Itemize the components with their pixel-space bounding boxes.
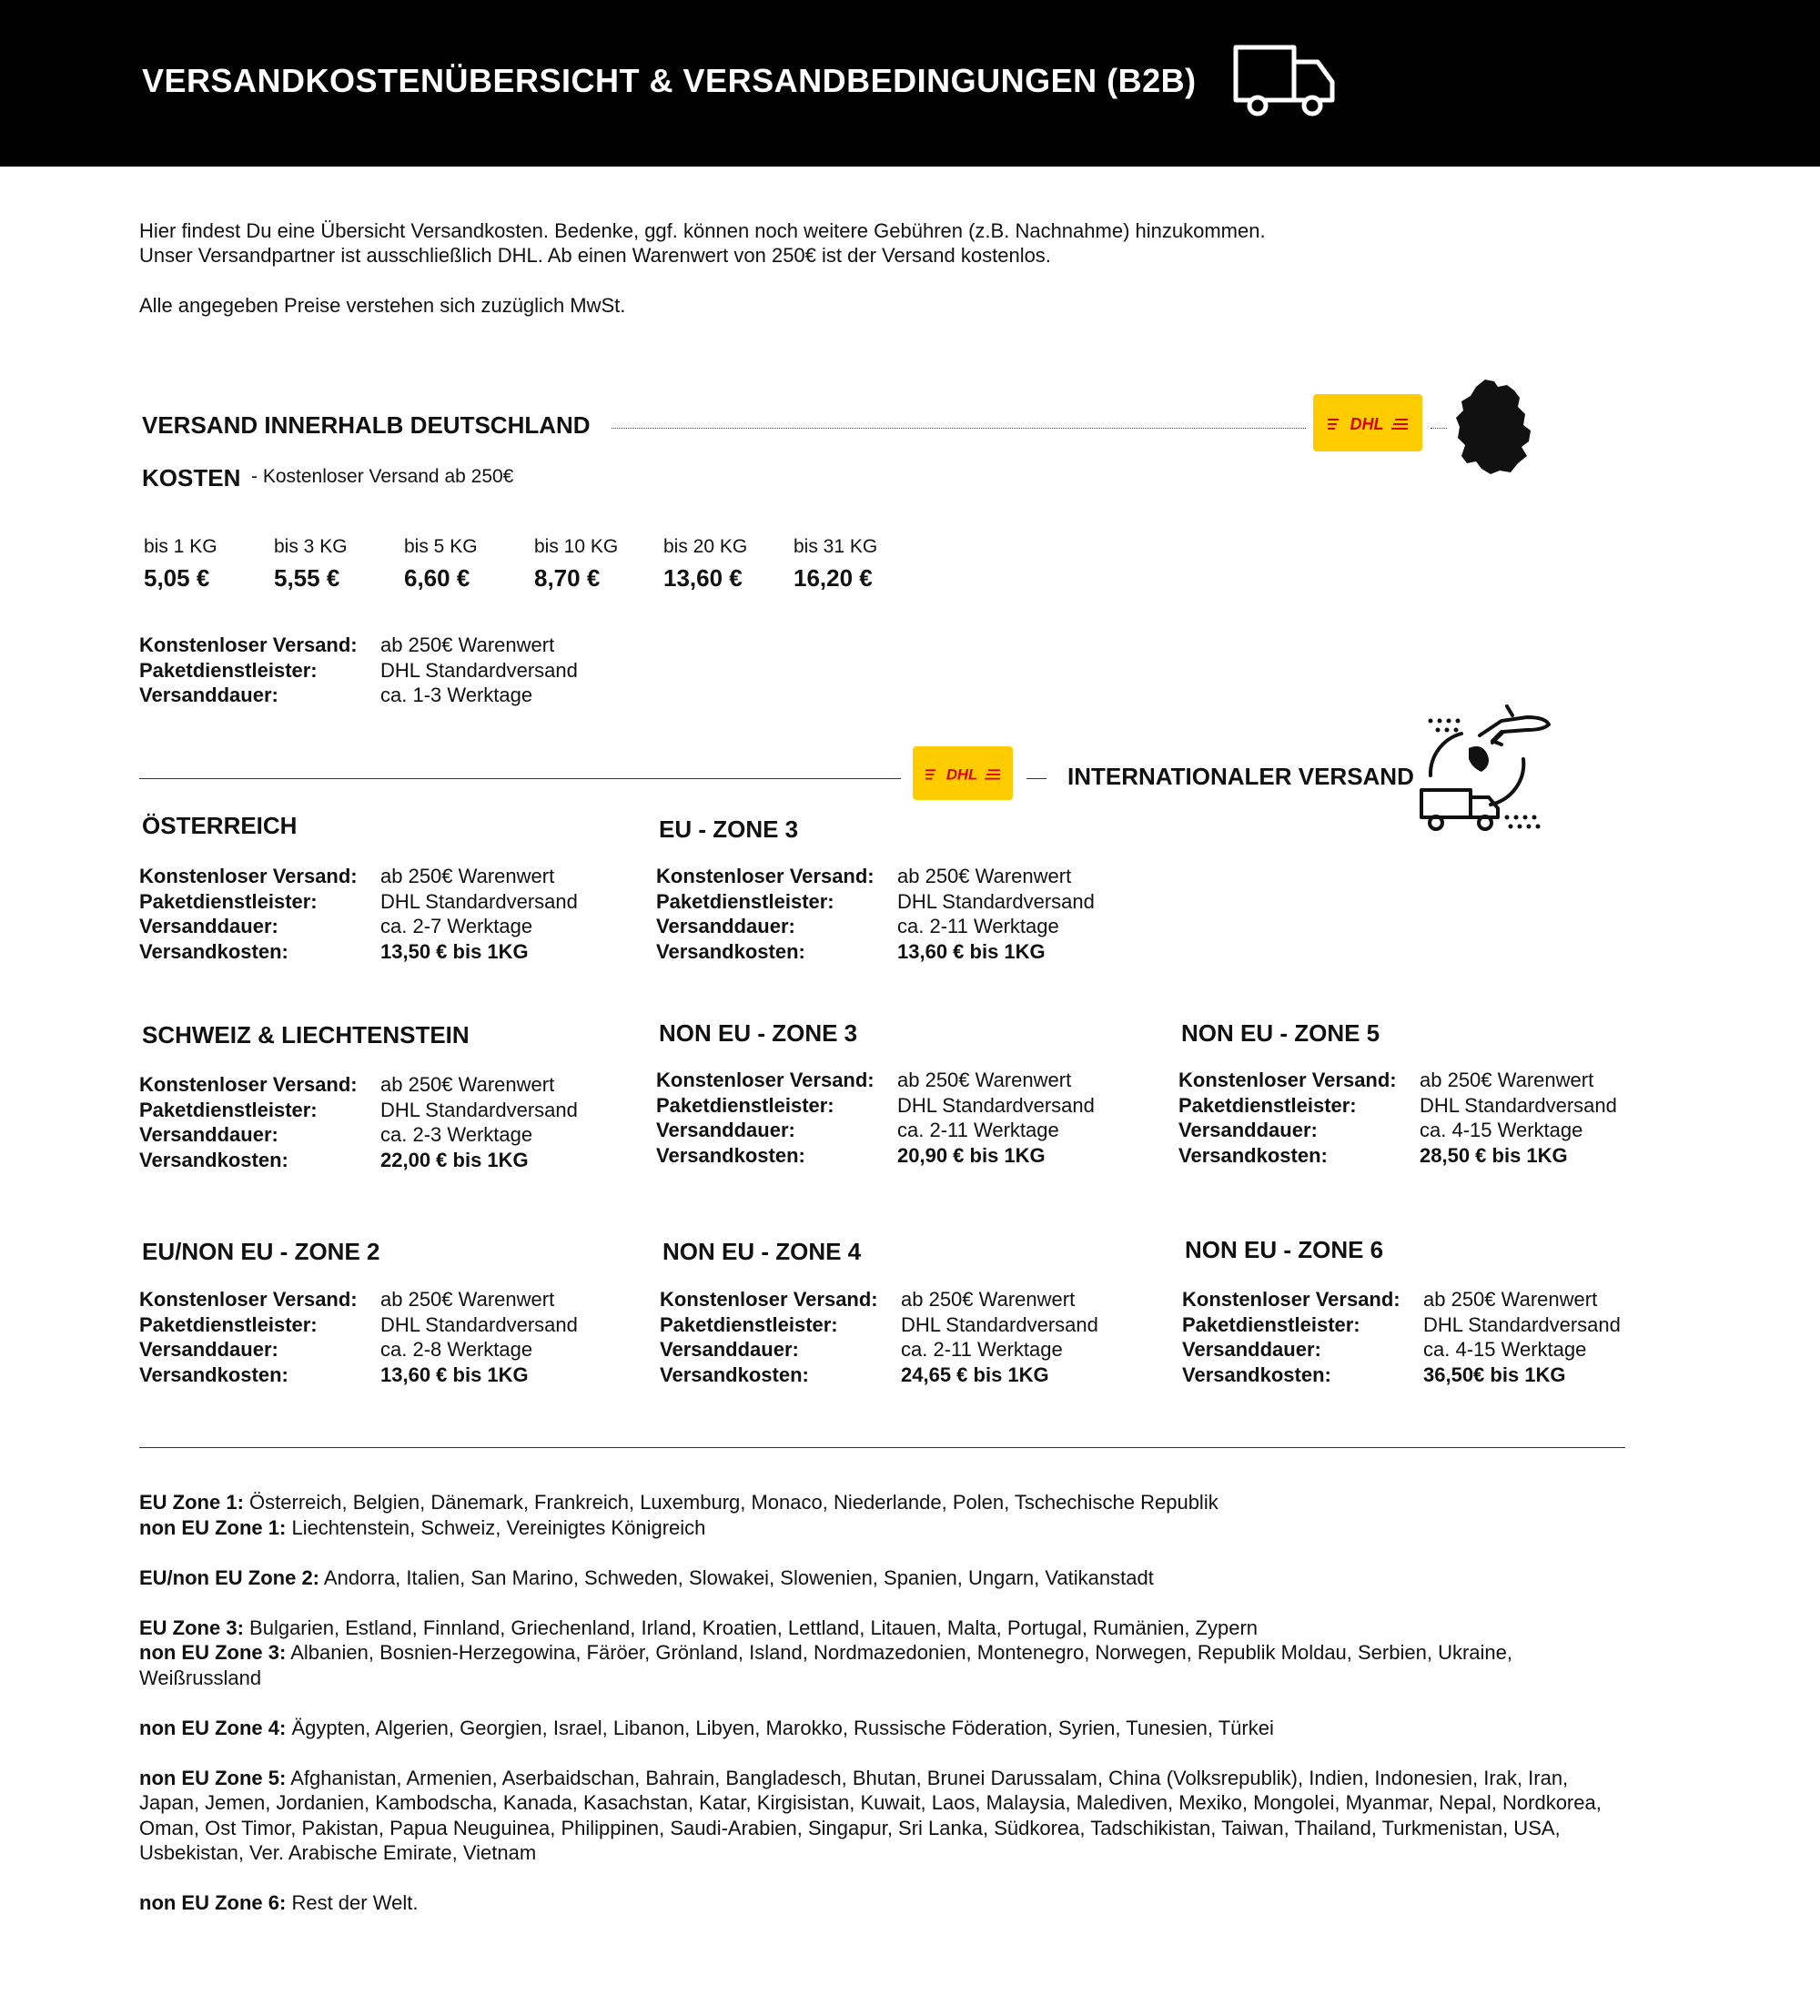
section-divider — [1026, 778, 1046, 779]
costs-note: - Kostenloser Versand ab 250€ — [251, 466, 514, 487]
detail-key: Versandkosten: — [660, 1363, 809, 1386]
detail-key: Paketdienstleister: — [139, 889, 318, 913]
weight-tier — [534, 535, 618, 595]
detail-value: 13,60 € bis 1KG — [380, 1363, 529, 1386]
svg-text:DHL: DHL — [1350, 414, 1384, 433]
detail-key: Konstenloser Versand: — [656, 865, 875, 887]
detail-key: Paketdienstleister: — [139, 658, 318, 682]
detail-value: ab 250€ Warenwert — [1423, 1288, 1598, 1311]
detail-key: Versanddauer: — [656, 915, 795, 937]
detail-key: Konstenloser Versand: — [1182, 1288, 1400, 1311]
detail-value: DHL Standardversand — [897, 1093, 1095, 1117]
detail-key: Versanddauer: — [139, 915, 278, 937]
zone-group — [139, 1890, 1632, 1916]
weight-price: 5,05 € — [144, 564, 210, 592]
zone-countries: Rest der Welt. — [291, 1891, 419, 1914]
global-shipping-icon — [1412, 703, 1554, 839]
zone-label: non EU Zone 1: — [139, 1515, 287, 1539]
zone-title-eu-non-eu-zone-2: EU/NON EU - ZONE 2 — [142, 1238, 380, 1265]
zone-countries: Ägypten, Algerien, Georgien, Israel, Libanon, Libyen, Marokko, Russische Föderation, Syrien, Tunesien, Türkei — [291, 1716, 1274, 1739]
weight-tier — [144, 535, 217, 595]
detail-value: ab 250€ Warenwert — [1420, 1069, 1594, 1091]
detail-value: DHL Standardversand — [380, 889, 578, 913]
detail-value: ca. 4-15 Werktage — [1420, 1119, 1583, 1141]
detail-key: Versanddauer: — [139, 684, 278, 706]
detail-value: DHL Standardversand — [1420, 1093, 1617, 1117]
detail-key: Versandkosten: — [139, 1148, 288, 1171]
zone-label: EU/non EU Zone 2: — [139, 1565, 319, 1589]
weight-label: bis 5 KG — [404, 536, 478, 557]
zone-label: EU Zone 3: — [139, 1616, 244, 1639]
detail-value: ca. 2-11 Werktage — [901, 1338, 1063, 1361]
intro-line: Unser Versandpartner ist ausschließlich DHL. Ab einen Warenwert von 250€ ist der Versand kostenlos. — [139, 244, 1051, 267]
detail-key: Paketdienstleister: — [1182, 1312, 1360, 1336]
detail-value: ca. 2-3 Werktage — [380, 1123, 533, 1146]
detail-value: 36,50€ bis 1KG — [1423, 1363, 1566, 1386]
zone-title-non-eu-zone-4: NON EU - ZONE 4 — [662, 1238, 862, 1265]
zone-title-non-eu-zone-3: NON EU - ZONE 3 — [659, 1019, 858, 1047]
detail-key: Konstenloser Versand: — [139, 1073, 358, 1096]
detail-key: Versandkosten: — [1178, 1143, 1328, 1167]
section-divider — [139, 778, 901, 779]
detail-value: ab 250€ Warenwert — [897, 1069, 1072, 1091]
zone-title-non-eu-zone-6: NON EU - ZONE 6 — [1185, 1236, 1384, 1263]
weight-tier — [404, 535, 478, 595]
detail-key: Versandkosten: — [656, 1143, 805, 1167]
zone-countries: Afghanistan, Armenien, Aserbaidschan, Bahrain, Bangladesch, Bhutan, Brunei Darussalam, China (Volksrepublik), Indien, Indonesien, Irak, Iran, Japan, Jemen, Jordanien, Kambodscha, Kanada, Kasachstan, Katar, Kirgisistan, Kuwait, Laos, Malaysia, Malediven, Mexiko, Mongolei, Myanmar, Nepal, Nordkorea, Oman, Ost Timor, Pakistan, Papua Neuguinea, Philippinen, Saudi-Arabien, Singapur, Sri Lanka, Südkorea, Tadschikistan, Taiwan, Thailand, Turkmenistan, USA, Usbekistan, Ver. Arabische Emirate, Vietnam — [139, 1766, 1602, 1864]
detail-key: Konstenloser Versand: — [656, 1069, 875, 1091]
detail-key: Paketdienstleister: — [660, 1312, 838, 1336]
dhl-logo — [913, 746, 1013, 800]
detail-key: Versanddauer: — [1182, 1338, 1321, 1361]
detail-value: ca. 2-7 Werktage — [380, 915, 533, 937]
detail-key: Konstenloser Versand: — [139, 865, 358, 887]
detail-value: DHL Standardversand — [380, 1098, 578, 1121]
detail-key: Konstenloser Versand: — [139, 633, 358, 656]
weight-label: bis 3 KG — [274, 536, 348, 557]
section-divider — [1431, 428, 1447, 429]
detail-value: ca. 2-8 Werktage — [380, 1338, 533, 1361]
detail-key: Paketdienstleister: — [139, 1098, 318, 1121]
detail-value: 28,50 € bis 1KG — [1420, 1143, 1568, 1167]
detail-value: 22,00 € bis 1KG — [380, 1148, 529, 1171]
detail-key: Paketdienstleister: — [656, 889, 834, 913]
weight-label: bis 31 KG — [794, 536, 878, 557]
weight-tier — [794, 535, 877, 595]
section-divider — [139, 1447, 1625, 1448]
zone-group — [139, 1766, 1632, 1866]
detail-key: Versandkosten: — [1182, 1363, 1331, 1386]
detail-value: 13,50 € bis 1KG — [380, 939, 529, 963]
detail-value: ab 250€ Warenwert — [901, 1288, 1076, 1311]
intro-vat-note: Alle angegeben Preise verstehen sich zuzüglich MwSt. — [139, 294, 626, 317]
detail-key: Konstenloser Versand: — [139, 1288, 358, 1311]
section-divider — [612, 428, 1306, 429]
zone-title-eu-zone-3: EU - ZONE 3 — [659, 816, 799, 843]
detail-key: Paketdienstleister: — [139, 1312, 318, 1336]
zone-label: non EU Zone 5: — [139, 1766, 287, 1789]
intro-line: Hier findest Du eine Übersicht Versandkosten. Bedenke, ggf. können noch weitere Gebühren (z.B. Nachnahme) hinzukommen. — [139, 219, 1266, 242]
weight-label: bis 10 KG — [534, 536, 619, 557]
detail-value: DHL Standardversand — [380, 658, 578, 682]
detail-value: DHL Standardversand — [901, 1312, 1098, 1336]
zone-group — [139, 1565, 1632, 1591]
zone-label: EU Zone 1: — [139, 1491, 244, 1514]
detail-key: Konstenloser Versand: — [660, 1288, 878, 1311]
weight-price: 5,55 € — [274, 564, 340, 592]
detail-key: Versanddauer: — [1178, 1119, 1318, 1141]
detail-value: ca. 4-15 Werktage — [1423, 1338, 1587, 1361]
detail-key: Versandkosten: — [139, 939, 288, 963]
detail-key: Paketdienstleister: — [656, 1093, 834, 1117]
zone-countries: Österreich, Belgien, Dänemark, Frankreich, Luxemburg, Monaco, Niederlande, Polen, Tschechische Republik — [249, 1491, 1218, 1514]
detail-key: Paketdienstleister: — [1178, 1093, 1357, 1117]
detail-key: Versandkosten: — [656, 939, 805, 963]
weight-label: bis 1 KG — [144, 536, 217, 557]
detail-value: ca. 1-3 Werktage — [380, 684, 533, 706]
detail-value: ab 250€ Warenwert — [897, 865, 1072, 887]
detail-value: ab 250€ Warenwert — [380, 633, 555, 656]
detail-value: 20,90 € bis 1KG — [897, 1143, 1046, 1167]
truck-icon — [1230, 42, 1338, 118]
costs-label: KOSTEN — [142, 464, 241, 491]
detail-key: Versanddauer: — [139, 1123, 278, 1146]
detail-key: Versandkosten: — [139, 1363, 288, 1386]
svg-text:DHL: DHL — [945, 765, 978, 784]
zone-countries: Albanien, Bosnien-Herzegowina, Färöer, Grönland, Island, Nordmazedonien, Montenegro, Norwegen, Republik Moldau, Serbien, Ukraine, Weißrussland — [139, 1641, 1512, 1689]
detail-value: DHL Standardversand — [380, 1312, 578, 1336]
zone-group — [139, 1616, 1632, 1691]
weight-price: 8,70 € — [534, 564, 601, 592]
page-title: VERSANDKOSTENÜBERSICHT & VERSANDBEDINGUNGEN (B2B) — [142, 62, 1197, 99]
dhl-logo-mark — [925, 764, 1000, 784]
zone-group — [139, 1490, 1632, 1540]
weight-tier — [274, 535, 348, 595]
detail-key: Konstenloser Versand: — [1178, 1069, 1397, 1091]
dhl-logo — [1313, 394, 1422, 451]
page-header — [0, 0, 1820, 167]
zone-countries: Liechtenstein, Schweiz, Vereinigtes Königreich — [291, 1515, 706, 1539]
zone-group — [139, 1716, 1632, 1741]
detail-value: 24,65 € bis 1KG — [901, 1363, 1049, 1386]
zone-title-austria: ÖSTERREICH — [142, 812, 298, 839]
dhl-logo-mark — [1328, 413, 1408, 433]
germany-map-icon — [1454, 378, 1538, 476]
zone-title-switzerland: SCHWEIZ & LIECHTENSTEIN — [142, 1021, 470, 1049]
domestic-section-title: VERSAND INNERHALB DEUTSCHLAND — [142, 411, 591, 439]
weight-price: 6,60 € — [404, 564, 470, 592]
detail-value: ab 250€ Warenwert — [380, 1073, 555, 1096]
detail-value: 13,60 € bis 1KG — [897, 939, 1046, 963]
zone-countries: Bulgarien, Estland, Finnland, Griechenland, Irland, Kroatien, Lettland, Litauen, Malta, Portugal, Rumänien, Zypern — [249, 1616, 1259, 1639]
zone-label: non EU Zone 4: — [139, 1716, 287, 1739]
detail-value: DHL Standardversand — [1423, 1312, 1621, 1336]
weight-tier — [663, 535, 747, 595]
zone-label: non EU Zone 6: — [139, 1891, 287, 1914]
international-section-title: INTERNATIONALER VERSAND — [1067, 763, 1414, 790]
detail-value: ab 250€ Warenwert — [380, 1288, 555, 1311]
detail-value: ca. 2-11 Werktage — [897, 1119, 1059, 1141]
zone-label: non EU Zone 3: — [139, 1641, 287, 1664]
detail-key: Versanddauer: — [656, 1119, 795, 1141]
weight-price: 16,20 € — [794, 564, 873, 592]
detail-value: DHL Standardversand — [897, 889, 1095, 913]
detail-value: ca. 2-11 Werktage — [897, 915, 1059, 937]
zone-country-list — [139, 1490, 1632, 1940]
detail-value: ab 250€ Warenwert — [380, 865, 555, 887]
zone-countries: Andorra, Italien, San Marino, Schweden, Slowakei, Slowenien, Spanien, Ungarn, Vatikanstadt — [323, 1565, 1154, 1589]
weight-price: 13,60 € — [663, 564, 743, 592]
weight-label: bis 20 KG — [663, 536, 748, 557]
zone-title-non-eu-zone-5: NON EU - ZONE 5 — [1181, 1019, 1380, 1047]
detail-key: Versanddauer: — [660, 1338, 799, 1361]
detail-key: Versanddauer: — [139, 1338, 278, 1361]
